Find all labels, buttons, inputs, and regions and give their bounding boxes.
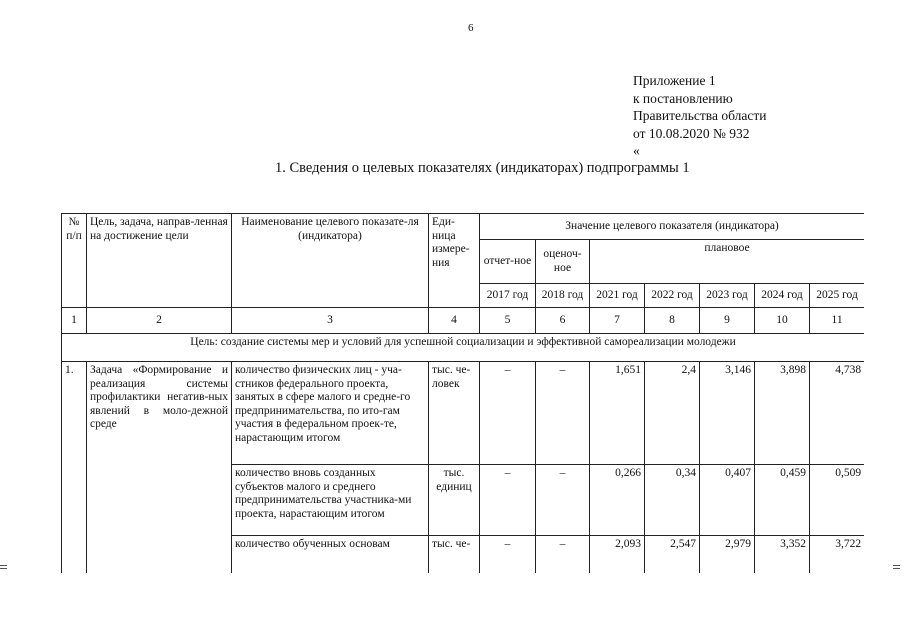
value-cell: 2,4 — [645, 362, 700, 465]
value-cell: 0,509 — [810, 465, 865, 536]
scan-margin-mark — [893, 568, 900, 569]
value-cell: 0,266 — [590, 465, 645, 536]
column-number: 10 — [755, 308, 810, 334]
indicator-unit: тыс. че-ловек — [429, 362, 480, 465]
year-header: 2022 год — [645, 284, 700, 308]
year-header: 2018 год — [536, 284, 590, 308]
value-cell: – — [480, 536, 536, 574]
column-number: 2 — [87, 308, 232, 334]
value-cell: – — [536, 362, 590, 465]
indicator-name: количество обученных основам — [232, 536, 429, 574]
header-indicator-name: Наименование целевого показате-ля (индикатора) — [232, 214, 429, 308]
value-cell: 3,898 — [755, 362, 810, 465]
year-header: 2017 год — [480, 284, 536, 308]
column-number: 11 — [810, 308, 865, 334]
indicator-name: количество вновь созданных субъектов малого и среднего предпринимательства участника-ми проекта, нарастающим итогом — [232, 465, 429, 536]
task-number: 1. — [62, 362, 87, 574]
value-cell: – — [536, 536, 590, 574]
header-estimated: оценоч-ное — [536, 240, 590, 284]
value-cell: – — [480, 362, 536, 465]
value-cell: 3,722 — [810, 536, 865, 574]
page-number: 6 — [468, 22, 474, 34]
appendix-line: « — [633, 143, 640, 158]
appendix-line: Приложение 1 — [633, 73, 716, 88]
indicator-name: количество физических лиц - уча-стников федерального проекта, занятых в сфере малого и средне-го предпринимательства, по ито-гам участия в федеральном проек-те, нарастающим итогом — [232, 362, 429, 465]
column-number: 4 — [429, 308, 480, 334]
year-header: 2025 год — [810, 284, 865, 308]
value-cell: 2,093 — [590, 536, 645, 574]
value-cell: 2,979 — [700, 536, 755, 574]
year-header: 2023 год — [700, 284, 755, 308]
value-cell: 0,459 — [755, 465, 810, 536]
column-number: 3 — [232, 308, 429, 334]
appendix-block — [633, 72, 766, 160]
year-header: 2021 год — [590, 284, 645, 308]
appendix-line: Правительства области — [633, 108, 767, 123]
header-unit: Еди-ница измере-ния — [429, 214, 480, 308]
column-number: 7 — [590, 308, 645, 334]
value-cell: 0,407 — [700, 465, 755, 536]
indicator-unit: тыс. че- — [429, 536, 480, 574]
table-viewport — [61, 213, 864, 573]
appendix-line: от 10.08.2020 № 932 — [633, 125, 750, 141]
column-number: 8 — [645, 308, 700, 334]
header-number: № п/п — [62, 214, 87, 308]
document-title: 1. Сведения о целевых показателях (индикаторах) подпрограммы 1 — [275, 160, 690, 176]
scan-margin-mark — [893, 565, 900, 566]
task-text: Задача «Формирование и реализация системы профилактики негатив-ных явлений в моло-дежной среде — [87, 362, 232, 574]
column-number: 5 — [480, 308, 536, 334]
value-cell: 2,547 — [645, 536, 700, 574]
value-cell: – — [536, 465, 590, 536]
header-reported: отчет-ное — [480, 240, 536, 284]
value-cell: 4,738 — [810, 362, 865, 465]
column-number: 9 — [700, 308, 755, 334]
value-cell: 0,34 — [645, 465, 700, 536]
value-cell: 1,651 — [590, 362, 645, 465]
header-goal: Цель, задача, направ-ленная на достижение цели — [87, 214, 232, 308]
value-cell: – — [480, 465, 536, 536]
scan-margin-mark — [0, 565, 7, 566]
header-value: Значение целевого показателя (индикатора) — [480, 214, 865, 240]
header-planned: плановое — [590, 240, 865, 284]
scan-margin-mark — [0, 568, 7, 569]
goal-row: Цель: создание системы мер и условий для успешной социализации и эффективной самореализации молодежи — [62, 334, 865, 362]
value-cell: 3,352 — [755, 536, 810, 574]
indicator-unit: тыс. единиц — [429, 465, 480, 536]
value-cell: 3,146 — [700, 362, 755, 465]
indicators-table — [61, 213, 864, 573]
column-number: 1 — [62, 308, 87, 334]
year-header: 2024 год — [755, 284, 810, 308]
table-row — [62, 362, 865, 465]
column-number: 6 — [536, 308, 590, 334]
appendix-line: к постановлению — [633, 90, 733, 106]
